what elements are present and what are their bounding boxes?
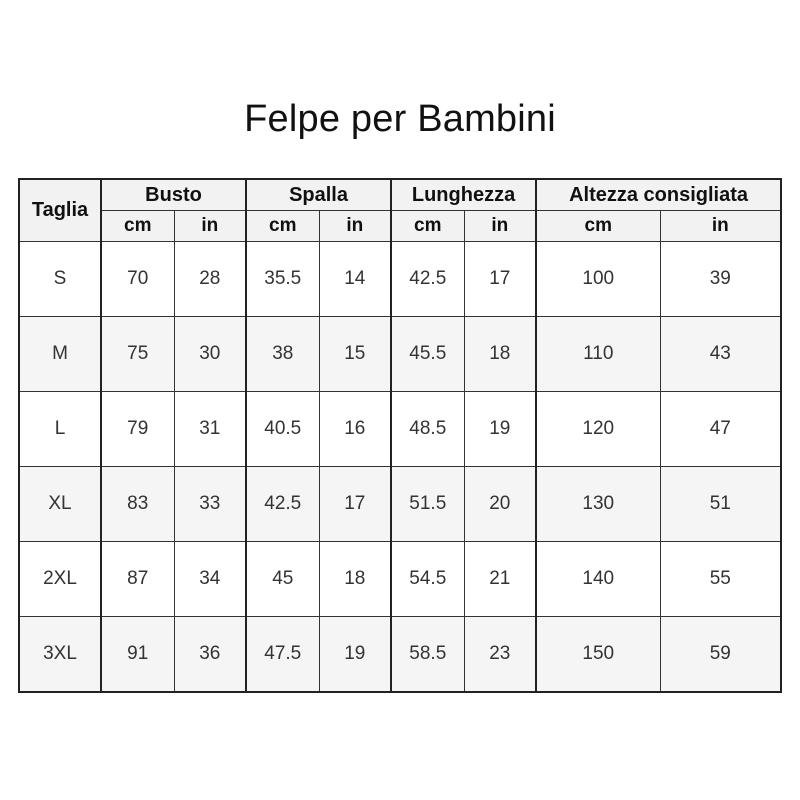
table-row <box>19 242 781 317</box>
table-cell: 15 <box>319 317 391 392</box>
unit-header: cm <box>246 211 319 242</box>
table-cell: 59 <box>660 617 781 693</box>
table-cell: 40.5 <box>246 392 319 467</box>
table-cell: 31 <box>174 392 246 467</box>
table-cell: 54.5 <box>391 542 464 617</box>
table-row <box>19 317 781 392</box>
table-cell: 55 <box>660 542 781 617</box>
table-cell: 45.5 <box>391 317 464 392</box>
unit-header: in <box>660 211 781 242</box>
table-cell: 110 <box>536 317 660 392</box>
table-cell: 48.5 <box>391 392 464 467</box>
size-chart-table <box>18 178 782 693</box>
table-cell: 70 <box>101 242 174 317</box>
table-cell: 47.5 <box>246 617 319 693</box>
table-cell: 19 <box>464 392 536 467</box>
table-cell: 47 <box>660 392 781 467</box>
size-cell: L <box>19 392 101 467</box>
table-cell: 150 <box>536 617 660 693</box>
table-cell: 35.5 <box>246 242 319 317</box>
table-cell: 58.5 <box>391 617 464 693</box>
unit-header: in <box>174 211 246 242</box>
table-cell: 45 <box>246 542 319 617</box>
table-cell: 36 <box>174 617 246 693</box>
table-cell: 33 <box>174 467 246 542</box>
unit-header: cm <box>536 211 660 242</box>
group-header-busto: Busto <box>101 179 246 211</box>
unit-header: in <box>319 211 391 242</box>
table-cell: 75 <box>101 317 174 392</box>
table-cell: 120 <box>536 392 660 467</box>
table-cell: 100 <box>536 242 660 317</box>
table-cell: 21 <box>464 542 536 617</box>
table-cell: 38 <box>246 317 319 392</box>
table-cell: 91 <box>101 617 174 693</box>
table-cell: 23 <box>464 617 536 693</box>
table-cell: 30 <box>174 317 246 392</box>
unit-header: cm <box>101 211 174 242</box>
size-column-header: Taglia <box>19 179 101 242</box>
page-title: Felpe per Bambini <box>244 98 556 140</box>
table-cell: 14 <box>319 242 391 317</box>
size-cell: 2XL <box>19 542 101 617</box>
table-cell: 79 <box>101 392 174 467</box>
table-row <box>19 467 781 542</box>
table-cell: 20 <box>464 467 536 542</box>
table-row <box>19 542 781 617</box>
size-cell: 3XL <box>19 617 101 693</box>
table-cell: 16 <box>319 392 391 467</box>
group-header-altezza: Altezza consigliata <box>536 179 781 211</box>
table-cell: 19 <box>319 617 391 693</box>
table-cell: 140 <box>536 542 660 617</box>
group-header-lunghezza: Lunghezza <box>391 179 536 211</box>
table-cell: 28 <box>174 242 246 317</box>
table-row <box>19 617 781 693</box>
table-cell: 51 <box>660 467 781 542</box>
table-cell: 42.5 <box>246 467 319 542</box>
table-cell: 17 <box>464 242 536 317</box>
table-cell: 18 <box>464 317 536 392</box>
table-cell: 42.5 <box>391 242 464 317</box>
size-cell: XL <box>19 467 101 542</box>
table-cell: 43 <box>660 317 781 392</box>
group-header-spalla: Spalla <box>246 179 391 211</box>
table-cell: 17 <box>319 467 391 542</box>
size-cell: S <box>19 242 101 317</box>
unit-header: cm <box>391 211 464 242</box>
table-cell: 87 <box>101 542 174 617</box>
table-cell: 39 <box>660 242 781 317</box>
table-cell: 130 <box>536 467 660 542</box>
table-cell: 51.5 <box>391 467 464 542</box>
table-cell: 83 <box>101 467 174 542</box>
table-cell: 18 <box>319 542 391 617</box>
table-row <box>19 392 781 467</box>
table-cell: 34 <box>174 542 246 617</box>
unit-header: in <box>464 211 536 242</box>
size-cell: M <box>19 317 101 392</box>
